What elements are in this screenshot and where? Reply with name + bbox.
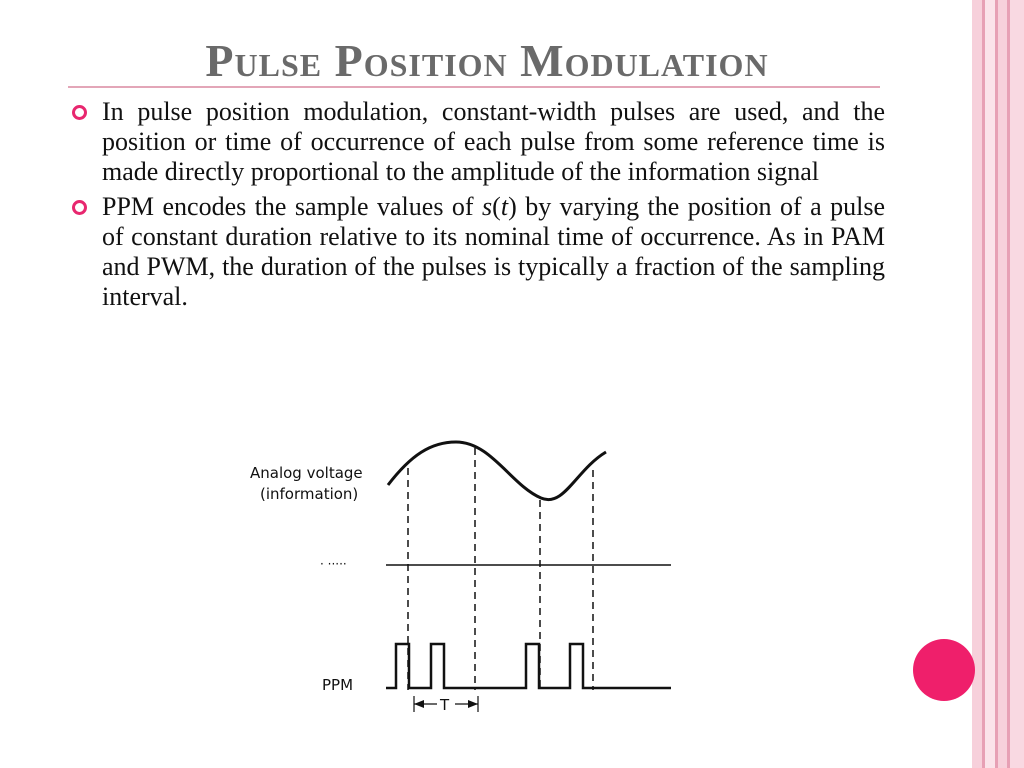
math-s: s [482,192,493,222]
bullet-circle-icon [72,200,87,215]
bullet-item [72,97,885,186]
decorative-pink-circle [913,639,975,701]
ppm-diagram [246,430,686,720]
bullet-text [102,192,885,311]
bullet-text-post: by varying the position of a pulse of constant duration relative to its nominal time of occurrence. As in PAM and PWM, the duration of the pulses is typically a fraction of the sampling interval. [102,192,886,311]
math-paren-open: ( [492,192,501,222]
arrow-right-icon [468,700,478,708]
title-divider [68,86,880,88]
slide-title: Pulse Position Modulation [205,35,769,86]
bullet-circle-icon [72,105,87,120]
arrow-left-icon [414,700,424,708]
bullet-item [72,192,885,311]
bullet-text-pre: PPM encodes the sample values of [102,192,483,222]
math-t: t [500,192,509,222]
period-label: T [440,696,450,714]
analog-waveform [388,442,606,500]
ppm-label: PPM [322,676,354,694]
decorative-right-stripes [972,0,1024,768]
analog-label-line2: (information) [260,485,359,503]
ppm-pulse-train [386,644,671,688]
analog-label-line1: Analog voltage [250,464,363,482]
bullet-text: In pulse position modulation, constant-width pulses are used, and the position or time of occurrence of each pulse from some reference time is made directly proportional to the amplitude of the information signal [102,97,885,186]
sample-guides [408,448,593,690]
math-paren-close: ) [508,192,517,222]
bullet-list [72,97,885,318]
reference-dots: · ····· [320,557,347,571]
